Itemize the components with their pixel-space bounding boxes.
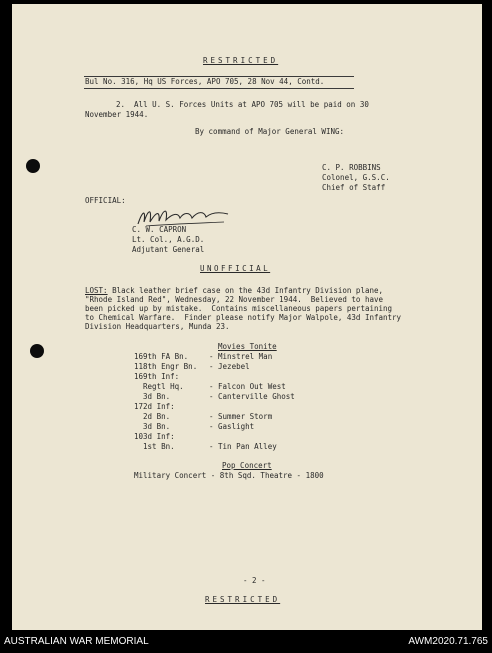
signer-title: Chief of Staff	[322, 183, 386, 192]
archive-reference: AWM2020.71.765	[408, 636, 488, 647]
unofficial-heading: UNOFFICIAL	[200, 264, 271, 273]
movie-unit: 169th FA Bn.	[134, 352, 189, 361]
lost-line-4: to Chemical Warfare. Finder please notify Major Walpole, 43d Infantry	[85, 313, 402, 322]
movie-title: - Gaslight	[209, 422, 255, 431]
archive-name: AUSTRALIAN WAR MEMORIAL	[4, 636, 149, 647]
movie-title: - Tin Pan Alley	[209, 442, 277, 451]
movie-title: - Summer Storm	[209, 412, 273, 421]
movie-title: - Minstrel Man	[209, 352, 273, 361]
signer-name: C. P. ROBBINS	[322, 163, 381, 172]
movie-unit: 3d Bn.	[134, 422, 171, 431]
movie-unit: 2d Bn.	[134, 412, 171, 421]
archive-footer-bar	[0, 630, 492, 653]
official-label: OFFICIAL:	[85, 196, 126, 205]
command-line: By command of Major General WING:	[195, 127, 345, 136]
punch-hole-top	[26, 159, 40, 173]
movie-unit: Regtl Hq.	[134, 382, 184, 391]
official-rank: Lt. Col., A.G.D.	[132, 235, 205, 244]
lost-line-3: been picked up by mistake. Contains miscellaneous papers pertaining	[85, 304, 393, 313]
lost-text-1: Black leather brief case on the 43d Infantry Division plane,	[107, 286, 384, 295]
movie-unit: 103d Inf:	[134, 432, 175, 441]
movie-unit: 169th Inf:	[134, 372, 180, 381]
paragraph-2-line-1: 2. All U. S. Forces Units at APO 705 will be paid on 30	[116, 100, 369, 109]
movie-unit: 3d Bn.	[134, 392, 171, 401]
lost-line-1	[85, 287, 383, 295]
lost-line-5: Division Headquarters, Munda 23.	[85, 322, 230, 331]
concert-line: Military Concert - 8th Sqd. Theatre - 1800	[134, 471, 324, 480]
punch-hole-bottom	[30, 344, 44, 358]
paragraph-2-line-2: November 1944.	[85, 110, 149, 119]
lost-label: LOST:	[85, 286, 108, 295]
official-title: Adjutant General	[132, 245, 205, 254]
movie-title: - Canterville Ghost	[209, 392, 295, 401]
signer-rank: Colonel, G.S.C.	[322, 173, 390, 182]
bulletin-line: Bul No. 316, Hq US Forces, APO 705, 28 Nov 44, Contd.	[85, 77, 325, 86]
restricted-header: RESTRICTED	[203, 56, 279, 65]
movie-unit: 1st Bn.	[134, 442, 175, 451]
bulletin-rule-bottom	[84, 88, 354, 89]
movie-title: - Jezebel	[209, 362, 250, 371]
document-page	[12, 4, 482, 630]
movie-title: - Falcon Out West	[209, 382, 286, 391]
page-number: - 2 -	[243, 576, 266, 585]
lost-line-2: "Rhode Island Red", Wednesday, 22 November 1944. Believed to have	[85, 295, 384, 304]
movies-heading: Movies Tonite	[218, 342, 277, 351]
official-name: C. W. CAPRON	[132, 225, 187, 234]
restricted-footer: RESTRICTED	[205, 595, 281, 604]
concert-heading: Pop Concert	[222, 461, 272, 470]
movie-unit: 118th Engr Bn.	[134, 362, 198, 371]
movie-unit: 172d Inf:	[134, 402, 175, 411]
